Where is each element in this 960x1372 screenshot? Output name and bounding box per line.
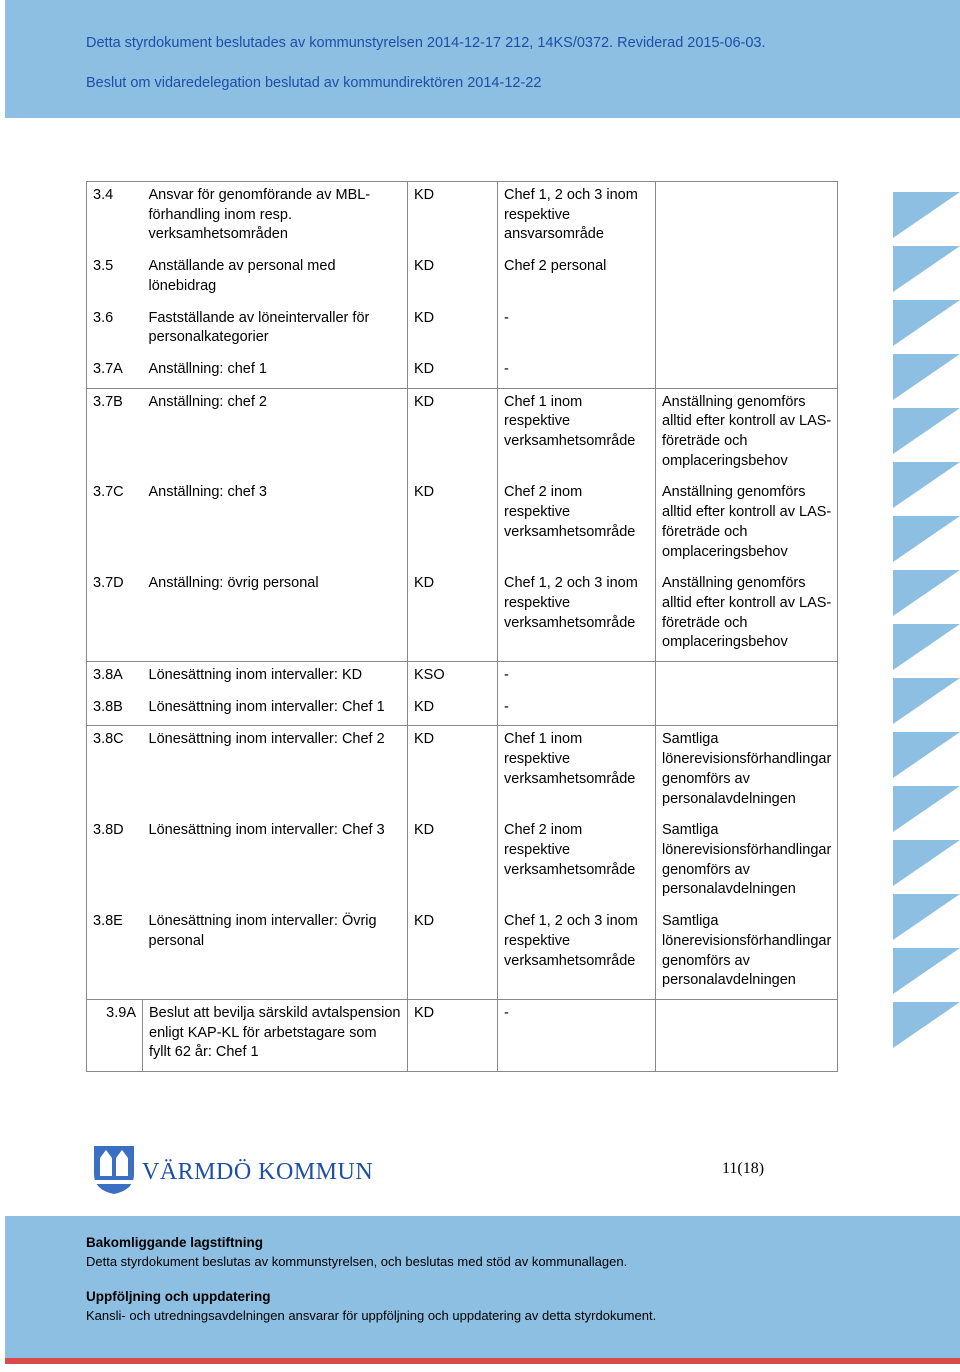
row-note bbox=[656, 305, 838, 356]
row-number: 3.8D bbox=[87, 817, 143, 908]
table-row bbox=[87, 726, 838, 817]
table-row bbox=[87, 908, 838, 999]
header-band bbox=[5, 0, 960, 118]
row-delegator: KSO bbox=[408, 662, 498, 694]
row-note bbox=[656, 999, 838, 1071]
row-subject: Beslut att bevilja särskild avtalspension enligt KAP-KL för arbetstagare som fyllt 62 år: Chef 1 bbox=[143, 999, 408, 1071]
row-delegate: Chef 1 inom respektive verksamhetsområde bbox=[498, 388, 656, 479]
row-delegator: KD bbox=[408, 999, 498, 1071]
row-number: 3.8E bbox=[87, 908, 143, 999]
row-note: Samtliga lönerevisionsförhandlingar genomförs av personalavdelningen bbox=[656, 726, 838, 817]
table-row bbox=[87, 182, 838, 254]
row-subject: Anställning: chef 3 bbox=[143, 479, 408, 570]
footer-text-followup: Kansli- och utredningsavdelningen ansvarar för uppföljning och uppdatering av detta styrdokument. bbox=[86, 1308, 657, 1323]
row-number: 3.8B bbox=[87, 694, 143, 726]
stripe-segment bbox=[893, 192, 960, 238]
stripe-segment bbox=[893, 246, 960, 292]
row-delegate: - bbox=[498, 999, 656, 1071]
row-delegate: - bbox=[498, 694, 656, 726]
row-note: Anställning genomförs alltid efter kontroll av LAS-företräde och omplaceringsbehov bbox=[656, 388, 838, 479]
row-delegate: Chef 1 inom respektive verksamhetsområde bbox=[498, 726, 656, 817]
row-note: Samtliga lönerevisionsförhandlingar genomförs av personalavdelningen bbox=[656, 908, 838, 999]
row-delegator: KD bbox=[408, 356, 498, 388]
row-subject: Anställning: övrig personal bbox=[143, 570, 408, 661]
footer-text-legislation: Detta styrdokument beslutas av kommunstyrelsen, och beslutas med stöd av kommunallagen. bbox=[86, 1254, 628, 1269]
row-delegator: KD bbox=[408, 570, 498, 661]
row-subject: Lönesättning inom intervaller: Chef 3 bbox=[143, 817, 408, 908]
row-subject: Lönesättning inom intervaller: KD bbox=[143, 662, 408, 694]
row-delegate: Chef 2 inom respektive verksamhetsområde bbox=[498, 817, 656, 908]
row-subject: Lönesättning inom intervaller: Chef 1 bbox=[143, 694, 408, 726]
row-delegate: Chef 2 inom respektive verksamhetsområde bbox=[498, 479, 656, 570]
row-delegate: Chef 1, 2 och 3 inom respektive ansvarsområde bbox=[498, 182, 656, 254]
row-delegator: KD bbox=[408, 479, 498, 570]
row-delegator: KD bbox=[408, 182, 498, 254]
table-row bbox=[87, 999, 838, 1071]
row-note bbox=[656, 662, 838, 694]
row-number: 3.7A bbox=[87, 356, 143, 388]
row-number: 3.7B bbox=[87, 388, 143, 479]
row-note bbox=[656, 356, 838, 388]
row-delegate: - bbox=[498, 356, 656, 388]
stripe-segment bbox=[893, 408, 960, 454]
stripe-segment bbox=[893, 624, 960, 670]
table-row bbox=[87, 305, 838, 356]
stripe-segment bbox=[893, 678, 960, 724]
row-note: Anställning genomförs alltid efter kontroll av LAS-företräde och omplaceringsbehov bbox=[656, 479, 838, 570]
row-delegate: - bbox=[498, 662, 656, 694]
table-row bbox=[87, 694, 838, 726]
row-note bbox=[656, 182, 838, 254]
header-decision-line: Detta styrdokument beslutades av kommunstyrelsen 2014-12-17 212, 14KS/0372. Reviderad 2015-06-03. bbox=[86, 35, 766, 51]
row-delegator: KD bbox=[408, 253, 498, 304]
row-number: 3.6 bbox=[87, 305, 143, 356]
stripe-segment bbox=[893, 516, 960, 562]
row-delegator: KD bbox=[408, 817, 498, 908]
table-row bbox=[87, 570, 838, 661]
stripe-segment bbox=[893, 570, 960, 616]
row-number: 3.7D bbox=[87, 570, 143, 661]
page-number: 11(18) bbox=[722, 1160, 765, 1177]
row-subject: Anställande av personal med lönebidrag bbox=[143, 253, 408, 304]
row-subject: Fastställande av löneintervaller för personalkategorier bbox=[143, 305, 408, 356]
stripe-segment bbox=[893, 1002, 960, 1048]
stripe-segment bbox=[893, 894, 960, 940]
row-delegator: KD bbox=[408, 305, 498, 356]
delegation-table bbox=[86, 181, 838, 1072]
stripe-segment bbox=[893, 462, 960, 508]
row-number: 3.4 bbox=[87, 182, 143, 254]
row-subject: Anställning: chef 1 bbox=[143, 356, 408, 388]
row-delegate: Chef 1, 2 och 3 inom respektive verksamhetsområde bbox=[498, 908, 656, 999]
stripe-segment bbox=[893, 786, 960, 832]
row-note bbox=[656, 694, 838, 726]
footer-rule bbox=[5, 1358, 960, 1364]
stripe-segment bbox=[893, 354, 960, 400]
row-delegator: KD bbox=[408, 388, 498, 479]
row-subject: Anställning: chef 2 bbox=[143, 388, 408, 479]
footer-heading-followup: Uppföljning och uppdatering bbox=[86, 1289, 271, 1304]
row-number: 3.5 bbox=[87, 253, 143, 304]
stripe-segment bbox=[893, 840, 960, 886]
header-delegation-line: Beslut om vidaredelegation beslutad av kommundirektören 2014-12-22 bbox=[86, 75, 542, 91]
footer-heading-legislation: Bakomliggande lagstiftning bbox=[86, 1235, 264, 1250]
row-note: Samtliga lönerevisionsförhandlingar genomförs av personalavdelningen bbox=[656, 817, 838, 908]
coat-of-arms-icon bbox=[94, 1146, 134, 1194]
row-delegate: Chef 2 personal bbox=[498, 253, 656, 304]
stripe-segment bbox=[893, 948, 960, 994]
table-row bbox=[87, 662, 838, 694]
row-number: 3.7C bbox=[87, 479, 143, 570]
row-delegator: KD bbox=[408, 694, 498, 726]
table-row bbox=[87, 388, 838, 479]
stripe-segment bbox=[893, 300, 960, 346]
table-row bbox=[87, 817, 838, 908]
row-note bbox=[656, 253, 838, 304]
row-subject: Lönesättning inom intervaller: Övrig personal bbox=[143, 908, 408, 999]
stripe-segment bbox=[893, 732, 960, 778]
logo-wordmark: VÄRMDÖ KOMMUN bbox=[142, 1159, 374, 1185]
municipality-logo bbox=[94, 1146, 374, 1196]
row-delegator: KD bbox=[408, 908, 498, 999]
row-delegator: KD bbox=[408, 726, 498, 817]
table-row bbox=[87, 479, 838, 570]
row-delegate: - bbox=[498, 305, 656, 356]
row-number: 3.8C bbox=[87, 726, 143, 817]
row-delegate: Chef 1, 2 och 3 inom respektive verksamhetsområde bbox=[498, 570, 656, 661]
decorative-stripe-graphic bbox=[893, 192, 960, 1052]
row-number: 3.8A bbox=[87, 662, 143, 694]
row-subject: Lönesättning inom intervaller: Chef 2 bbox=[143, 726, 408, 817]
row-subject: Ansvar för genomförande av MBL-förhandling inom resp. verksamhetsområden bbox=[143, 182, 408, 254]
table-row bbox=[87, 356, 838, 388]
row-number: 3.9A bbox=[87, 999, 143, 1071]
table-row bbox=[87, 253, 838, 304]
row-note: Anställning genomförs alltid efter kontroll av LAS-företräde och omplaceringsbehov bbox=[656, 570, 838, 661]
